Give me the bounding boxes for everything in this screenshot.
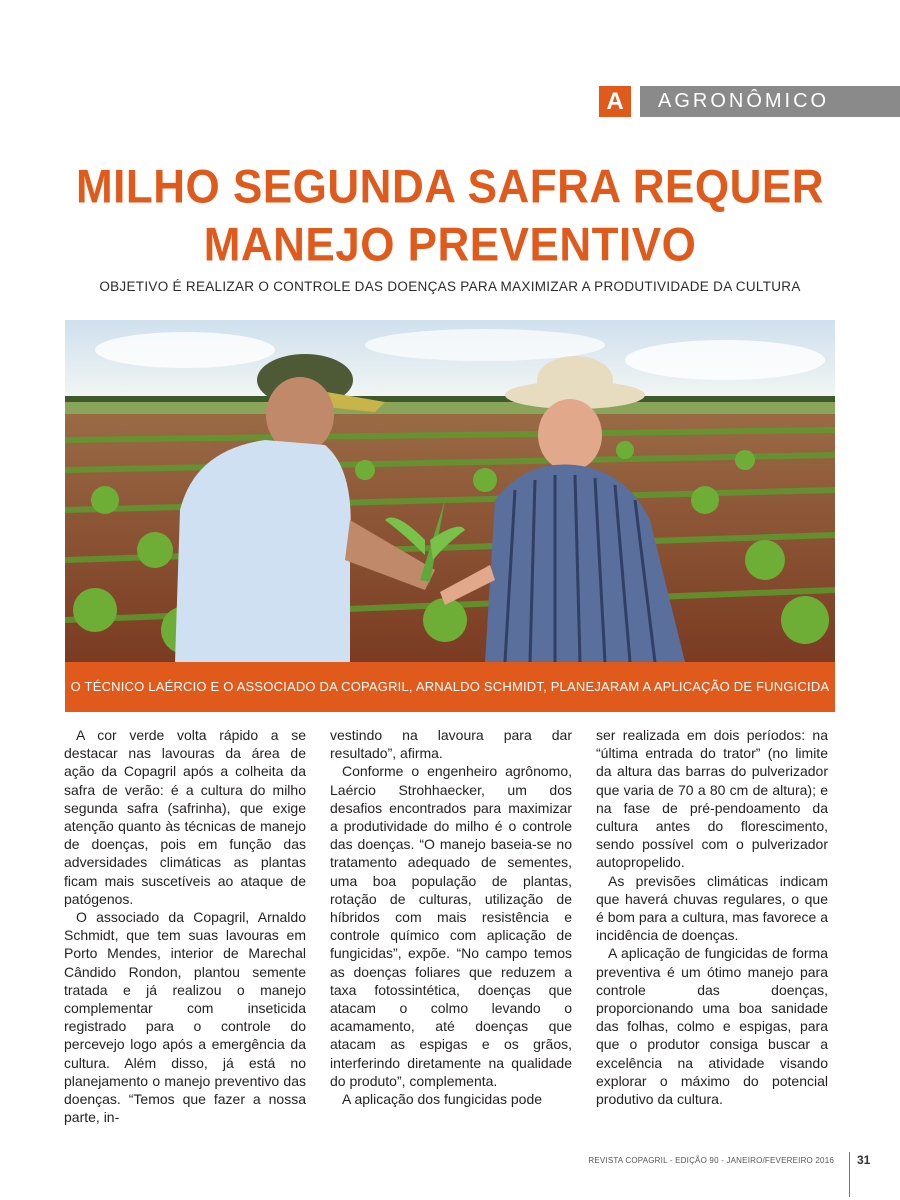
- footer-publication: REVISTA COPAGRIL - EDIÇÃO 90 - JANEIRO/FEVEREIRO 2016: [588, 1156, 834, 1165]
- section-letter: A: [599, 86, 631, 117]
- footer-divider: [849, 1152, 850, 1197]
- body-column-3: [596, 726, 828, 1108]
- headline-line-2: MANEJO PREVENTIVO: [203, 218, 697, 272]
- article-subtitle: OBJETIVO É REALIZAR O CONTROLE DAS DOENÇAS PARA MAXIMIZAR A PRODUTIVIDADE DA CULTURA: [99, 279, 801, 294]
- paragraph: A cor verde volta rápido a se destacar nas lavouras da área de ação da Copagril após a colheita da safra de verão: é a cultura do milho segunda safra (safrinha), que exige atenção quanto às técnicas de manejo de doenças, pois em função das adversidades climáticas as plantas ficam mais suscetíveis ao ataque de patógenos.: [64, 727, 306, 907]
- paragraph: A aplicação dos fungicidas pode: [342, 1091, 543, 1108]
- article-photo: [65, 320, 835, 662]
- paragraph: vestindo na lavoura para dar resultado”, afirma.: [330, 727, 572, 762]
- section-label: AGRONÔMICO: [640, 86, 900, 117]
- paragraph: O associado da Copagril, Arnaldo Schmidt, que tem suas lavouras em Porto Mendes, interior de Marechal Cândido Rondon, plantou semente tratada e já realizou o manejo complementar com inseticida registrado para o controle do percevejo logo após a emergência da cultura. Além disso, já está no planejamento o manejo preventivo das doenças. “Temos que fazer a nossa parte, in-: [64, 909, 306, 1126]
- section-tag: [599, 86, 900, 117]
- body-column-1: [64, 726, 306, 1126]
- paragraph: As previsões climáticas indicam que haverá chuvas regulares, o que é bom para a cultura, mas favorece a incidência de doenças.: [596, 872, 828, 944]
- page-number: 31: [857, 1153, 871, 1167]
- photo-caption: O TÉCNICO LAÉRCIO E O ASSOCIADO DA COPAGRIL, ARNALDO SCHMIDT, PLANEJARAM A APLICAÇÃO DE FUNGICIDA: [65, 662, 835, 712]
- paragraph: ser realizada em dois períodos: na “última entrada do trator” (no limite da altura das barras do pulverizador que varia de 70 a 80 cm de altura); e na fase de pré-pendoamento da cultura antes do florescimento, sendo possível com o pulverizador autopropelido.: [596, 727, 828, 871]
- paragraph: Conforme o engenheiro agrônomo, Laércio Strohhaecker, um dos desafios encontrados para maximizar a produtividade do milho é o controle das doenças. “O manejo baseia-se no tratamento adequado de sementes, uma boa população de plantas, rotação de culturas, utilização de híbridos com mais resistência e controle químico com aplicação de fungicidas”, expõe. “No campo temos as doenças foliares que reduzem a taxa fotossintética, doenças que atacam o colmo levando o acamamento, até doenças que atacam as espigas e os grãos, interferindo diretamente na qualidade do produto”, complementa.: [330, 763, 572, 1089]
- cornfield-photo-illustration: [65, 320, 835, 662]
- headline-line-1: MILHO SEGUNDA SAFRA REQUER: [76, 160, 824, 214]
- body-column-2: [330, 726, 572, 1108]
- paragraph: A aplicação de fungicidas de forma preventiva é um ótimo manejo para controle das doenças, proporcionando uma boa sanidade das folhas, colmo e espigas, para que o produtor consiga buscar a excelência na atividade visando explorar o máximo do potencial produtivo da cultura.: [596, 945, 828, 1108]
- article-headline: [0, 158, 900, 275]
